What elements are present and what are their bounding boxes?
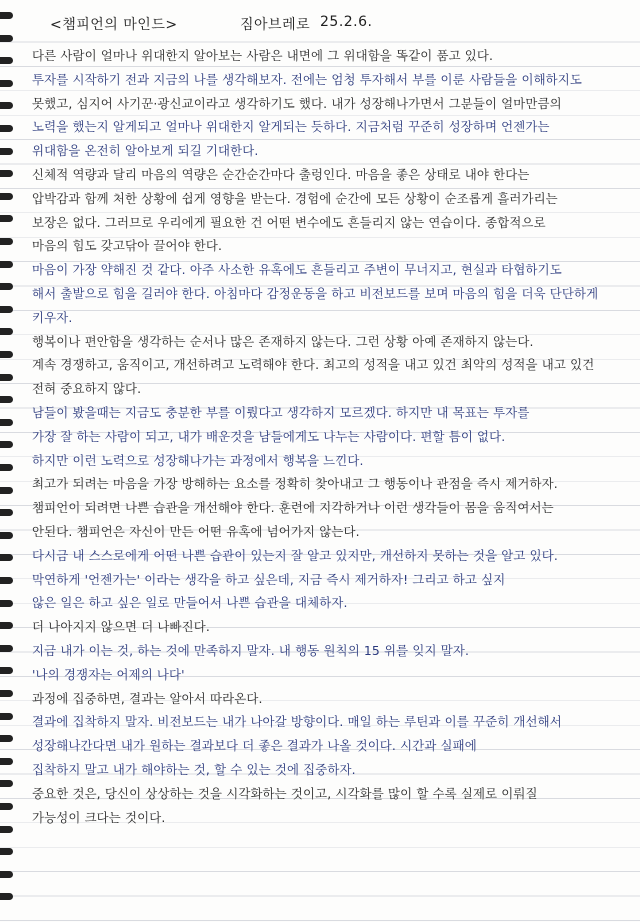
spiral-ring: [0, 419, 13, 426]
spiral-ring: [0, 645, 13, 652]
note-line: 최고가 되려는 마음을 가장 방해하는 요소를 정확히 찾아내고 그 행동이나 관점을 즉시 제거하자.: [32, 476, 558, 492]
spiral-ring: [0, 215, 13, 222]
note-line: 키우자.: [32, 309, 73, 325]
entry-date: 25.2.6.: [320, 14, 373, 30]
spiral-ring: [0, 306, 13, 313]
note-line: 전혀 중요하지 않다.: [32, 381, 142, 397]
note-line: 과정에 집중하면, 결과는 알아서 따라온다.: [32, 690, 263, 706]
note-line: 더 나아지지 않으면 더 나빠진다.: [32, 619, 210, 635]
spiral-ring: [0, 509, 13, 516]
spiral-ring: [0, 351, 13, 358]
spiral-ring: [0, 125, 13, 132]
note-line: 위대함을 온전히 알아보게 되길 기대한다.: [32, 143, 259, 159]
note-line: 신체적 역량과 달리 마음의 역량은 순간순간마다 출렁인다. 마음을 좋은 상태로 내야 한다는: [32, 166, 530, 182]
spiral-ring: [0, 374, 13, 381]
spiral-ring: [0, 35, 13, 42]
note-line: 압박감과 함께 처한 상황에 쉽게 영향을 받는다. 경험에 순간에 모든 상황이 순조롭게 흘러가리는: [32, 190, 558, 206]
spiral-ring: [0, 57, 13, 64]
spiral-ring: [0, 193, 13, 200]
author-name: 짐아브레로: [240, 17, 311, 33]
spiral-binding: [0, 0, 14, 922]
note-line: 투자를 시작하기 전과 지금의 나를 생각해보자. 전에는 엄청 투자해서 부를 이룬 사람들을 이해하지도: [32, 71, 583, 87]
spiral-ring: [0, 803, 13, 810]
spiral-ring: [0, 622, 13, 629]
spiral-ring: [0, 464, 13, 471]
note-line: 챔피언이 되려면 나쁜 습관을 개선해야 한다. 훈련에 지각하거나 이런 생각들이 몸을 움직여서는: [32, 500, 554, 516]
spiral-ring: [0, 871, 13, 878]
note-line: 마음이 가장 약해진 것 같다. 아주 사소한 유혹에도 흔들리고 주변이 무너지고, 현실과 타협하기도: [32, 262, 562, 278]
spiral-ring: [0, 261, 13, 268]
spiral-ring: [0, 102, 13, 109]
spiral-ring: [0, 600, 13, 607]
spiral-ring: [0, 713, 13, 720]
spiral-ring: [0, 848, 13, 855]
note-line: 계속 경쟁하고, 움직이고, 개선하려고 노력해야 한다. 최고의 성적을 내고 있건 최악의 성적을 내고 있건: [32, 357, 595, 373]
note-line: 가장 잘 하는 사람이 되고, 내가 배운것을 남들에게도 나누는 사람이다. 편할 틈이 없다.: [32, 428, 506, 444]
spiral-ring: [0, 826, 13, 833]
spiral-ring: [0, 487, 13, 494]
spiral-ring: [0, 441, 13, 448]
spiral-ring: [0, 12, 13, 19]
spiral-ring: [0, 577, 13, 584]
note-line: 다시금 내 스스로에게 어떤 나쁜 습관이 있는지 잘 알고 있지만, 개선하지 못하는 것을 알고 있다.: [32, 547, 558, 563]
note-line: 가능성이 크다는 것이다.: [32, 809, 166, 825]
spiral-ring: [0, 283, 13, 290]
note-line: 중요한 것은, 당신이 상상하는 것을 시각화하는 것이고, 시각화를 많이 할 수록 실제로 이뤄질: [32, 785, 538, 801]
note-line: 해서 출발으로 힘을 길러야 한다. 아침마다 감정운동을 하고 비전보드를 보며 마음의 힘을 더욱 단단하게: [32, 285, 599, 301]
note-line: 다른 사람이 얼마나 위대한지 알아보는 사람은 내면에 그 위대함을 똑같이 품고 있다.: [32, 48, 494, 63]
note-line: 않은 일은 하고 싶은 일로 만들어서 나쁜 습관을 대체하자.: [32, 595, 348, 611]
note-line: 집착하지 말고 내가 해야하는 것, 할 수 있는 것에 집중하자.: [32, 761, 356, 777]
note-line: 마음의 힘도 갖고닦아 끌어야 한다.: [32, 238, 223, 254]
spiral-ring: [0, 532, 13, 539]
book-title: <챔피언의 마인드>: [50, 17, 178, 33]
note-line: '나의 경쟁자는 어제의 나다': [32, 666, 185, 682]
spiral-ring: [0, 80, 13, 87]
spiral-ring: [0, 396, 13, 403]
note-line: 보장은 없다. 그러므로 우리에게 필요한 건 어떤 변수에도 흔들리지 않는 연습이다. 종합적으로: [32, 214, 546, 230]
spiral-ring: [0, 893, 13, 900]
note-line: 성장해나간다면 내가 원하는 결과보다 더 좋은 결과가 나올 것이다. 시간과 실패에: [32, 738, 477, 754]
spiral-ring: [0, 758, 13, 765]
spiral-ring: [0, 690, 13, 697]
handwritten-notes: [32, 44, 632, 829]
spiral-ring: [0, 667, 13, 674]
spiral-ring: [0, 328, 13, 335]
note-line: 남들이 봤을때는 지금도 충분한 부를 이뤘다고 생각하지 모르겠다. 하지만 내 목표는 투자를: [32, 404, 530, 420]
note-line: 노력을 했는지 알게되고 얼마나 위대한지 알게되는 듯하다. 지금처럼 꾸준히 성장하며 언젠가는: [32, 119, 550, 135]
note-line: 안된다. 챔피언은 자신이 만든 어떤 유혹에 넘어가지 않는다.: [32, 523, 360, 539]
spiral-ring: [0, 148, 13, 155]
note-line: 행복이나 편안함을 생각하는 순서나 많은 존재하지 않는다. 그런 상황 아예 존재하지 않는다.: [32, 333, 534, 349]
note-line: 결과에 집착하지 말자. 비전보드는 내가 나아갈 방향이다. 매일 하는 루틴과 이를 꾸준히 개선해서: [32, 714, 562, 730]
spiral-ring: [0, 554, 13, 561]
page-header: [50, 14, 610, 38]
spiral-ring: [0, 170, 13, 177]
spiral-ring: [0, 735, 13, 742]
note-line: 지금 내가 이는 것, 하는 것에 만족하지 말자. 내 행동 원칙의 15 위를 잊지 말자.: [32, 642, 470, 658]
note-line: 못했고, 심지어 사기꾼·광신교이라고 생각하기도 했다. 내가 성장해나가면서 그분들이 얼마만큼의: [32, 95, 562, 111]
spiral-ring: [0, 780, 13, 787]
note-line: 하지만 이런 노력으로 성장해나가는 과정에서 행복을 느낀다.: [32, 452, 364, 468]
note-line: 막연하게 '언젠가는' 이라는 생각을 하고 싶은데, 지금 즉시 제거하자! 그리고 하고 싶지: [32, 571, 506, 587]
spiral-ring: [0, 238, 13, 245]
